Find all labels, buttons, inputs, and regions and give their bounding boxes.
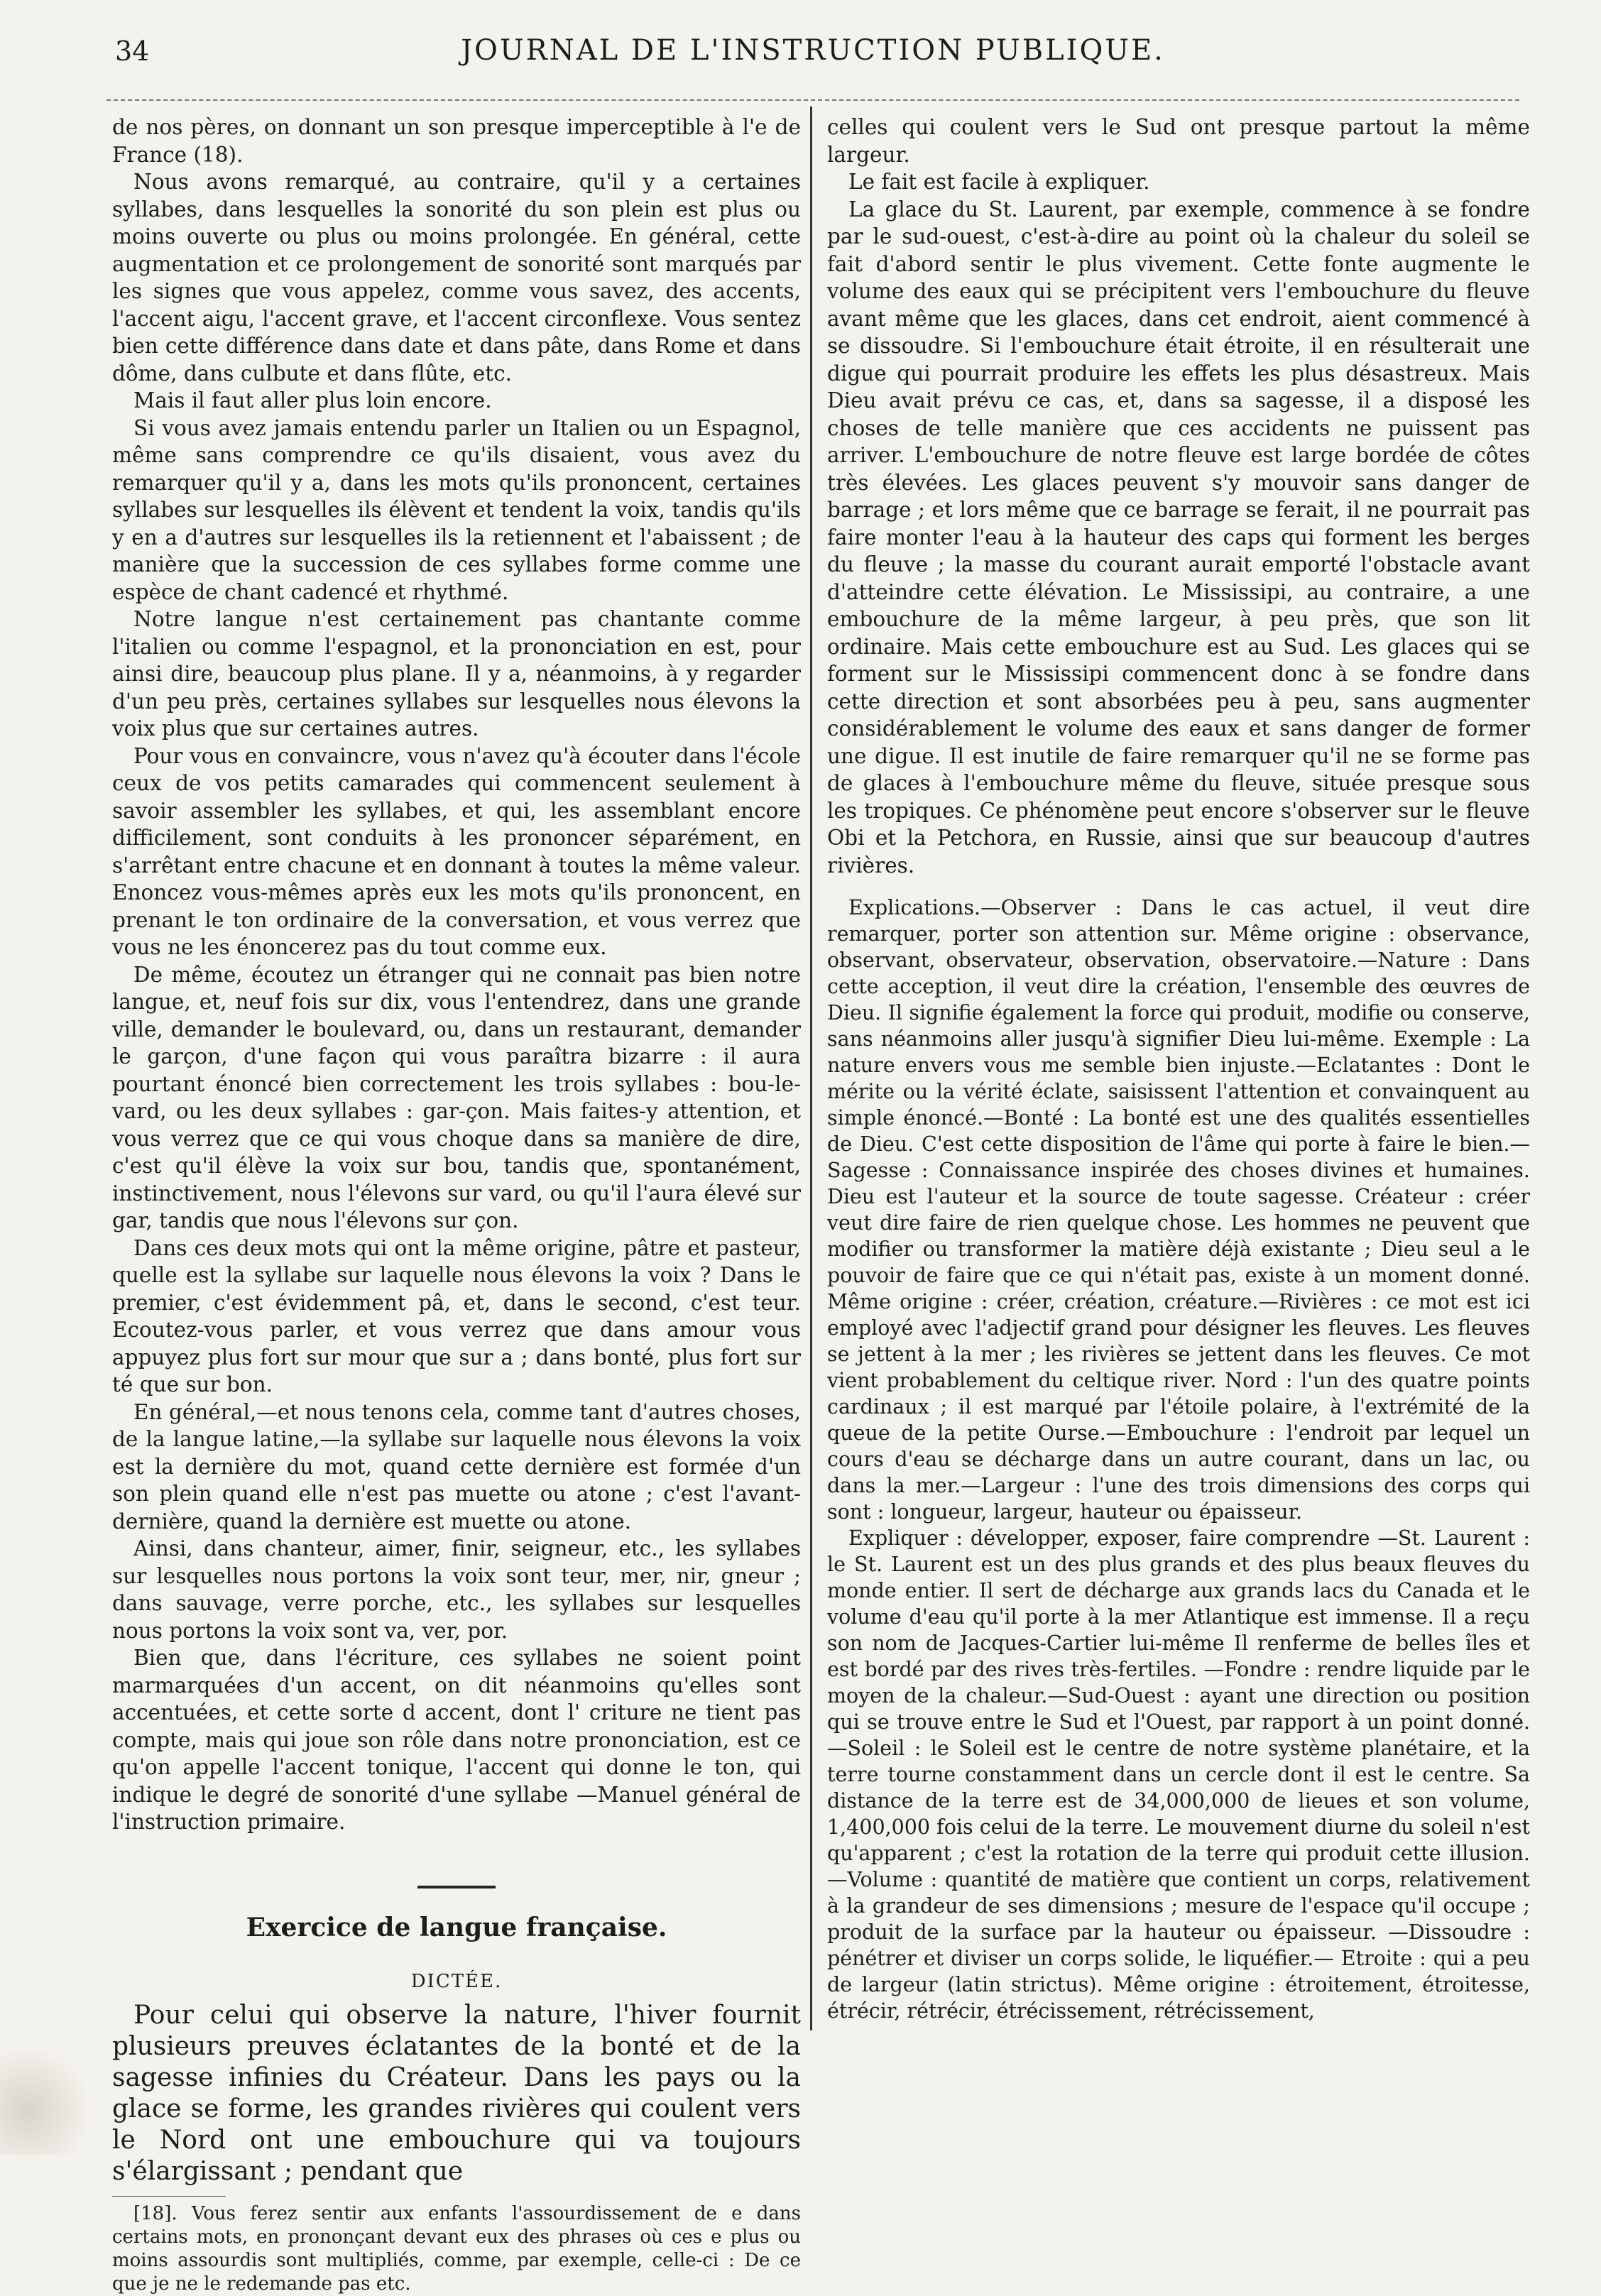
dictee-text: Pour celui qui observe la nature, l'hiver fournit plusieurs preuves éclatantes de la bonté et de la sagesse infinies du Créateur. Dans les pays ou la glace se forme, les grandes rivières qui coulent vers le Nord ont une embouchure qui va toujours s'élargissant ; pendant que <box>112 2000 801 2186</box>
column-divider <box>810 106 812 2030</box>
footnote: [18]. Vous ferez sentir aux enfants l'assourdissement de e dans certains mots, en prononçant devant eux des phrases où ces e plus ou moins assourdis sont multipliés, comme, par exemple, celle-ci : De ce que je ne le redemande pas etc. <box>112 2202 801 2295</box>
left-column <box>112 114 801 2296</box>
paragraph: Bien que, dans l'écriture, ces syllabes ne soient point marmarquées d'un accent, on dit néanmoins qu'elles sont accentuées, et cette sorte d accent, dont l' criture ne tient pas compte, mais qui joue son rôle dans notre prononciation, est ce qu'on appelle l'accent tonique, l'accent qui donne le ton, qui indique le degré de sonorité d'une syllabe —Manuel général de l'instruction primaire. <box>112 1646 801 1834</box>
page-header <box>106 31 1519 74</box>
section-divider <box>417 1886 496 1888</box>
explication-paragraph: Explications.—Observer : Dans le cas actuel, il veut dire remarquer, porter son attention sur. Même origine : observance, observant, observateur, observation, observatoire.—Nature : Dans cette acception, il veut dire la création, l'ensemble des œuvres de Dieu. Il signifie également la force qui produit, modifie ou conserve, sans néanmoins aller jusqu'à signifier Dieu lui-même. Exemple : La nature envers vous me semble bien injuste.—Eclatantes : Dont le mérite ou la vérité éclate, saisissent l'attention et convainquent au simple énoncé.—Bonté : La bonté est une des qualités essentielles de Dieu. C'est cette disposition de l'âme qui porte à faire le bien.—Sagesse : Connaissance inspirée des choses divines et humaines. Dieu est l'auteur et la source de toute sagesse. Créateur : créer veut dire faire de rien quelque chose. Les hommes ne peuvent que modifier ou transformer la matière déjà existante ; Dieu seul a le pouvoir de faire que ce qui n'était pas, existe à un moment donné. Même origine : créer, création, créature.—Rivières : ce mot est ici employé avec l'adjectif grand pour désigner les fleuves. Les fleuves se jettent à la mer ; les rivières se jettent dans les fleuves. Ce mot vient probablement du celtique river. Nord : l'un des quatre points cardinaux ; il est marqué par l'étoile polaire, à l'extrémité de la queue de la petite Ourse.—Embouchure : l'endroit par lequel un cours d'eau se décharge dans un autre courant, dans un lac, ou dans la mer.—Largeur : l'une des trois dimensions des corps qui sont : longueur, largeur, hauteur ou épaisseur. <box>827 896 1530 1524</box>
paragraph: De même, écoutez un étranger qui ne connait pas bien notre langue, et, neuf fois sur dix, vous l'entendrez, dans une grande ville, demander le boulevard, ou, dans un restaurant, demander le garçon, d'une façon qui vous paraîtra bizarre : il aura pourtant énoncé bien correctement les trois syllabes : bou-le-vard, ou les deux syllabes : gar-çon. Mais faites-y attention, et vous verrez que ce qui vous choque dans sa manière de dire, c'est qu'il élève la voix sur bou, tandis que, spontanément, instinctivement, nous l'élevons sur vard, ou qu'il l'aura élevé sur gar, tandis que nous l'élevons sur çon. <box>112 962 801 1232</box>
section-title: Exercice de langue française. <box>246 1912 667 1942</box>
paragraph: Mais il faut aller plus loin encore. <box>133 388 492 412</box>
paragraph: Pour vous en convaincre, vous n'avez qu'à écouter dans l'école ceux de vos petits camarades qui commencent seulement à savoir assembler les syllabes, et qui, les assemblant encore difficilement, sont conduits à les prononcer séparément, en s'arrêtant entre chacune et en donnant à toutes la même valeur. Enoncez vous-mêmes après eux les mots qu'ils prononcent, en prenant le ton ordinaire de la conversation, et vous verrez que vous ne les énoncerez pas du tout comme eux. <box>112 743 801 959</box>
explications <box>827 895 1530 2024</box>
paragraph: de nos pères, on donnant un son presque imperceptible à l'e de France (18). <box>112 115 801 167</box>
footnote-rule <box>112 2196 226 2197</box>
paragraph: Si vous avez jamais entendu parler un Italien ou un Espagnol, même sans comprendre ce qu'ils disaient, vous avez du remarquer qu'il y a, dans les mots qu'ils prononcent, certaines syllabes sur lesquelles ils élèvent et tendent la voix, tandis qu'ils y en a d'autres sur lesquelles ils la retiennent et l'abaissent ; de manière que la succession de ces syllabes forme comme une espèce de chant cadencé et rhythmé. <box>112 415 801 604</box>
paper-stain <box>0 2045 92 2155</box>
page-number: 34 <box>115 35 150 67</box>
paragraph: Le fait est facile à expliquer. <box>848 170 1150 194</box>
paragraph: La glace du St. Laurent, par exemple, commence à se fondre par le sud-ouest, c'est-à-dire au point où la chaleur du soleil se fait d'abord sentir le plus vivement. Cette fonte augmente le volume des eaux qui se précipitent vers l'embouchure du fleuve avant même que les glaces, dans cet endroit, aient commencé à se dissoudre. Si l'embouchure était étroite, il en résulterait une digue qui pourrait produire les effets les plus désastreux. Mais Dieu avait prévu ce cas, et, dans sa sagesse, il a disposé les choses de telle manière que ces accidents ne puissent pas arriver. L'embouchure de notre fleuve est large bordée de côtes très élevées. Les glaces peuvent s'y mouvoir sans danger de barrage ; et lors même que ce barrage se ferait, il ne pourrait pas faire monter l'eau à la hauteur des caps qui forment les berges du fleuve ; la masse du courant aurait emporté l'obstacle avant d'atteindre cette élévation. Le Mississipi, au contraire, a une embouchure de la même largeur, à peu près, que son lit ordinaire. Mais cette embouchure est au Sud. Les glaces qui se forment sur le Mississipi commencent donc à se fondre dans cette direction et sont absorbées peu à peu, sans augmenter considérablement le volume des eaux et sans danger de former une digue. Il est inutile de faire remarquer qu'il ne se forme pas de glaces à l'embouchure même du fleuve, située presque sous les tropiques. Ce phénomène peut encore s'observer sur le fleuve Obi et la Petchora, en Russie, ainsi que sur beaucoup d'autres rivières. <box>827 197 1530 878</box>
running-title: JOURNAL DE L'INSTRUCTION PUBLIQUE. <box>461 34 1165 67</box>
spacer <box>827 879 1530 895</box>
header-rule <box>106 99 1519 101</box>
paragraph: Nous avons remarqué, au contraire, qu'il y a certaines syllabes, dans lesquelles la sonorité du son plein est plus ou moins ouverte ou plus ou moins prolongée. En général, cette augmentation et ce prolongement de sonorité sont marqués par les signes que vous appelez, comme vous savez, des accents, l'accent aigu, l'accent grave, et l'accent circonflexe. Vous sentez bien cette différence dans date et dans pâte, dans Rome et dans dôme, dans culbute et dans flûte, etc. <box>112 170 801 386</box>
paragraph: Notre langue n'est certainement pas chantante comme l'italien ou comme l'espagnol, et la prononciation en est, pour ainsi dire, beaucoup plus plane. Il y a, néanmoins, à y regarder d'un peu près, certaines syllabes sur lesquelles nous élevons la voix plus que sur certaines autres. <box>112 607 801 740</box>
paragraph: Dans ces deux mots qui ont la même origine, pâtre et pasteur, quelle est la syllabe sur laquelle nous élevons la voix ? Dans le premier, c'est évidemment pâ, et, dans le second, c'est teur. Ecoutez-vous parler, et vous verrez que dans amour vous appuyez plus fort sur mour que sur a ; dans bonté, plus fort sur té que sur bon. <box>112 1235 801 1396</box>
paragraph: En général,—et nous tenons cela, comme tant d'autres choses, de la langue latine,—la syllabe sur laquelle nous élevons la voix est la dernière du mot, quand cette dernière est formée d'un son plein quand elle n'est pas muette ou atone ; c'est l'avant-dernière, quand la dernière est muette ou atone. <box>112 1399 801 1534</box>
right-column <box>827 114 1530 2024</box>
paragraph: Ainsi, dans chanteur, aimer, finir, seigneur, etc., les syllabes sur lesquelles nous portons la voix sont teur, mer, nir, gneur ; dans sauvage, verre porche, etc., les syllabes sur lesquelles nous portons la voix sont va, ver, por. <box>112 1536 801 1643</box>
explication-paragraph: Expliquer : développer, exposer, faire comprendre —St. Laurent : le St. Laurent est un des plus grands et des plus beaux fleuves du monde entier. Il sert de décharge aux grands lacs du Canada et le volume d'eau qu'il porte à la mer Atlantique est immense. Il a reçu son nom de Jacques-Cartier lui-même Il renferme de belles îles et est bordé par des rives très-fertiles. —Fondre : rendre liquide par le moyen de la chaleur.—Sud-Ouest : ayant une direction ou position qui se trouve entre le Sud et l'Ouest, par rapport à un point donné.—Soleil : le Soleil est le centre de notre système planétaire, et la terre tourne constamment dans un cercle dont il est le centre. Sa distance de la terre est de 34,000,000 de lieues et son volume, 1,400,000 fois celui de la terre. Le mouvement diurne du soleil n'est qu'apparent ; c'est la rotation de la terre qui produit cette illusion. —Volume : quantité de matière que contient un corps, relativement à la grandeur de ses dimensions ; mesure de l'espace qu'il occupe ; produit de la surface par la hauteur ou épaisseur. —Dissoudre : pénétrer et diviser un corps solide, le liquéfier.— Etroite : qui a peu de largeur (latin strictus). Même origine : étroitement, étroitesse, étrécir, rétrécir, étrécissement, rétrécissement, <box>827 1526 1530 2023</box>
dictee-heading: DICTÉE. <box>410 1971 503 1992</box>
paragraph: celles qui coulent vers le Sud ont presque partout la même largeur. <box>827 115 1530 167</box>
